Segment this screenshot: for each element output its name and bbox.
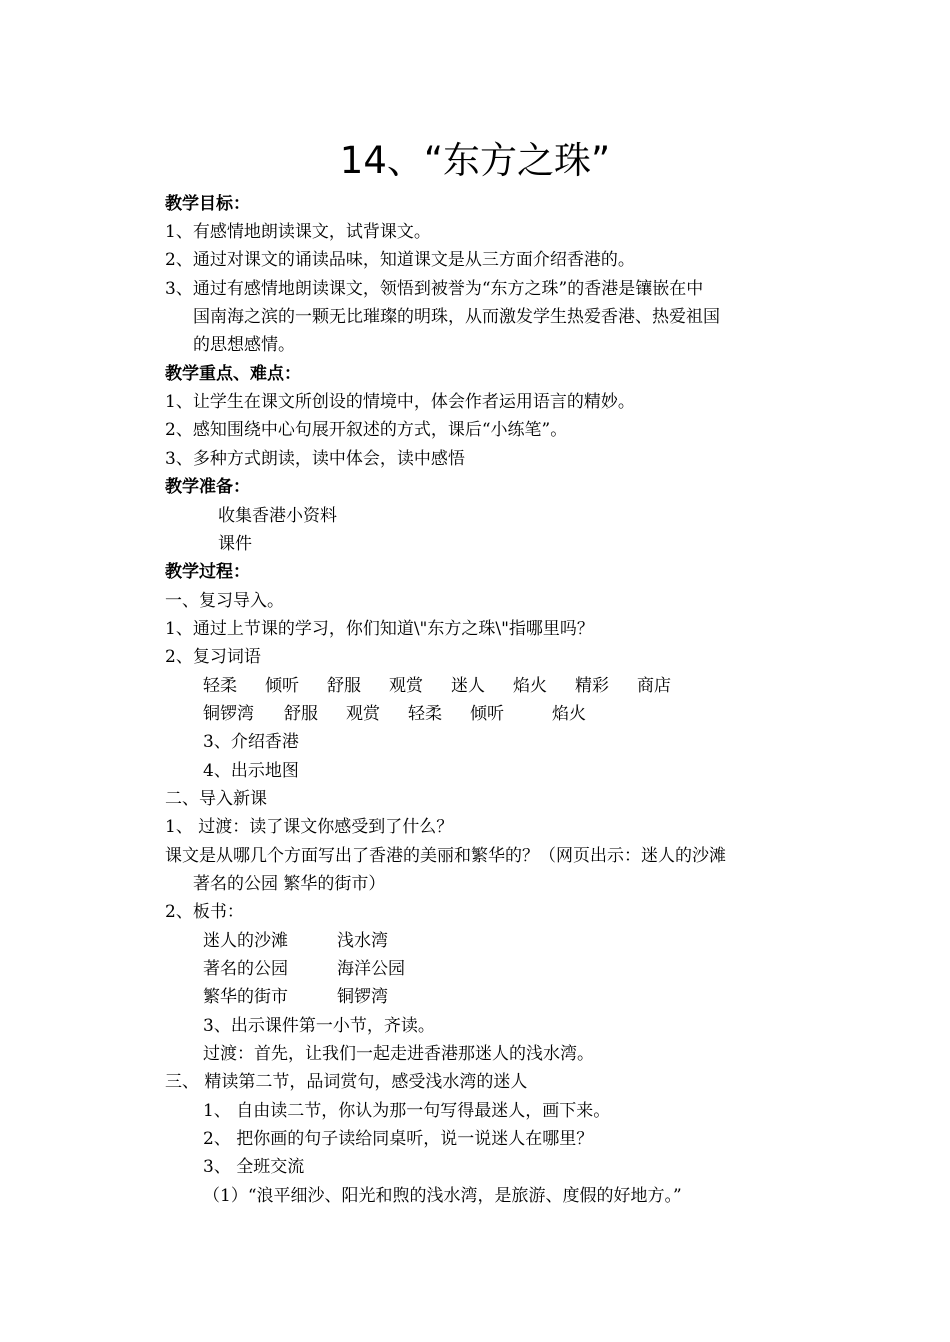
part2-transition: 过渡：首先，让我们一起走进香港那迷人的浅水湾。 [203, 1044, 594, 1064]
vocab-word: 铜锣湾 [203, 704, 254, 724]
vocab-word: 观赏 [389, 676, 423, 696]
vocab-word: 轻柔 [408, 704, 442, 724]
goal-item-continued: 的思想感情。 [193, 335, 295, 355]
vocab-word: 轻柔 [203, 676, 237, 696]
vocab-word: 观赏 [346, 704, 380, 724]
board-item: 繁华的街市 [203, 987, 288, 1007]
part2-question: 课文是从哪几个方面写出了香港的美丽和繁华的？（网页出示：迷人的沙滩 [165, 846, 726, 866]
vocab-word: 倾听 [265, 676, 299, 696]
key-point-item: 1、让学生在课文所创设的情境中，体会作者运用语言的精妙。 [165, 392, 635, 412]
part3-item: 3、 全班交流 [203, 1157, 305, 1177]
goal-item: 1、有感情地朗读课文，试背课文。 [165, 222, 431, 242]
board-item: 海洋公园 [337, 959, 405, 979]
part1-question: 1、通过上节课的学习，你们知道\"东方之珠\"指哪里吗？ [165, 619, 594, 639]
lesson-title: 14、“东方之珠” [339, 139, 611, 182]
part3-title: 三、 精读第二节，品词赏句，感受浅水湾的迷人 [165, 1072, 528, 1092]
vocab-word: 倾听 [470, 704, 504, 724]
vocab-word: 精彩 [575, 676, 609, 696]
part1-title: 一、复习导入。 [165, 591, 284, 611]
part2-step: 1、 过渡：读了课文你感受到了什么？ [165, 817, 454, 837]
goal-item: 3、通过有感情地朗读课文，领悟到被誉为“东方之珠”的香港是镶嵌在中 [165, 279, 704, 299]
board-item: 迷人的沙滩 [203, 931, 288, 951]
part3-quote: （1）“浪平细沙、阳光和煦的浅水湾，是旅游、度假的好地方。” [203, 1186, 682, 1206]
process-heading: 教学过程： [165, 562, 250, 582]
vocab-word: 迷人 [451, 676, 485, 696]
goal-item-continued: 国南海之滨的一颗无比璀璨的明珠，从而激发学生热爱香港、热爱祖国 [193, 307, 720, 327]
part2-title: 二、导入新课 [165, 789, 267, 809]
part3-item: 1、 自由读二节，你认为那一句写得最迷人，画下来。 [203, 1101, 611, 1121]
key-point-item: 2、感知围绕中心句展开叙述的方式，课后“小练笔”。 [165, 420, 568, 440]
vocab-word: 舒服 [284, 704, 318, 724]
part2-step: 3、出示课件第一小节，齐读。 [203, 1016, 435, 1036]
vocab-word: 焰火 [552, 704, 586, 724]
vocab-word: 舒服 [327, 676, 361, 696]
preparation-heading: 教学准备： [165, 477, 250, 497]
part2-step: 2、板书： [165, 902, 244, 922]
preparation-item: 课件 [218, 534, 252, 554]
goals-heading: 教学目标： [165, 194, 250, 214]
goal-item: 2、通过对课文的诵读品味，知道课文是从三方面介绍香港的。 [165, 250, 635, 270]
part1-review-words: 2、复习词语 [165, 647, 261, 667]
vocab-word: 焰火 [513, 676, 547, 696]
board-item: 铜锣湾 [337, 987, 388, 1007]
part1-step: 3、介绍香港 [203, 732, 299, 752]
board-item: 浅水湾 [337, 931, 388, 951]
key-point-item: 3、多种方式朗读，读中体会，读中感悟 [165, 449, 465, 469]
part3-item: 2、 把你画的句子读给同桌听，说一说迷人在哪里？ [203, 1129, 594, 1149]
vocab-word: 商店 [637, 676, 671, 696]
part1-step: 4、出示地图 [203, 761, 299, 781]
preparation-item: 收集香港小资料 [218, 506, 337, 526]
part2-question-continued: 著名的公园 繁华的街市） [193, 874, 386, 894]
key-points-heading: 教学重点、难点： [165, 364, 301, 384]
board-item: 著名的公园 [203, 959, 288, 979]
